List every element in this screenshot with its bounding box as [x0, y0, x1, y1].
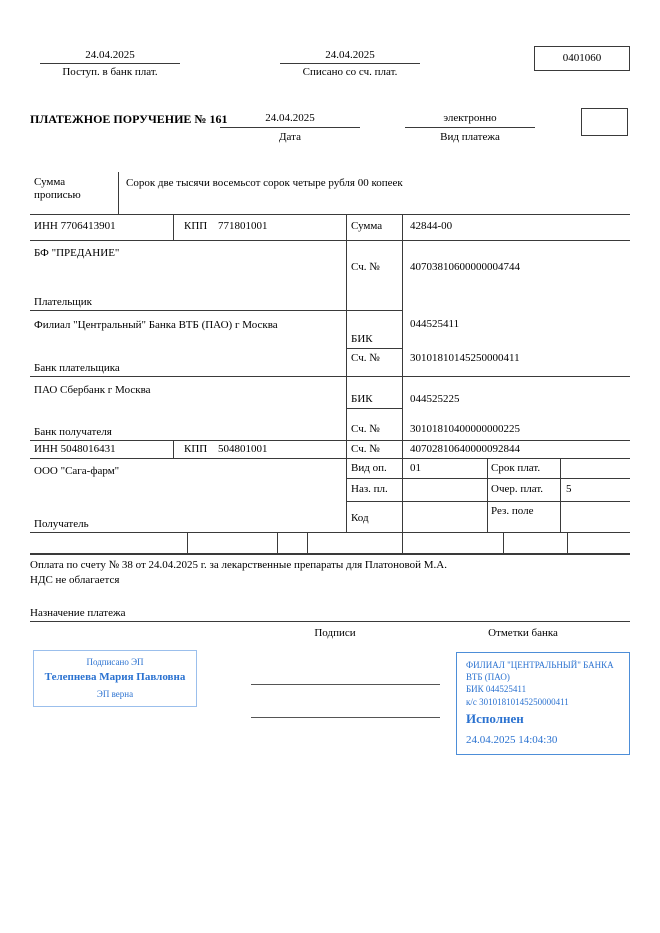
- grid-vline: [487, 458, 488, 532]
- date-label: Дата: [279, 131, 301, 143]
- beneficiary-bank-bik: 044525225: [410, 393, 460, 405]
- strip-cell-divider: [567, 532, 568, 553]
- grid-vline: [560, 458, 561, 532]
- due-date-label: Срок плат.: [491, 462, 541, 474]
- strip-cell-divider: [187, 532, 188, 553]
- purpose-code-label: Наз. пл.: [351, 483, 388, 495]
- purpose-line2: НДС не облагается: [30, 574, 120, 586]
- beneficiary-bank-account: 30101810400000000225: [410, 423, 520, 435]
- grid-hline: [30, 310, 403, 311]
- received-date-label: Поступ. в банк плат.: [62, 66, 158, 78]
- payer-bank-bik: 044525411: [410, 318, 460, 330]
- bank-stamp-line1: ФИЛИАЛ "ЦЕНТРАЛЬНЫЙ" БАНКА: [466, 660, 614, 670]
- bank-stamp-line2: ВТБ (ПАО): [466, 672, 510, 682]
- beneficiary-bank-bik-label: БИК: [351, 393, 373, 405]
- payer-bank-account: 30101810145250000411: [410, 352, 520, 364]
- bank-stamp-datetime: 24.04.2025 14:04:30: [466, 734, 558, 746]
- payer-bank-name: Филиал "Центральный" Банка ВТБ (ПАО) г Москва: [34, 319, 278, 331]
- sum-value: 42844-00: [410, 220, 453, 232]
- op-kind-label: Вид оп.: [351, 462, 387, 474]
- grid-hline: [30, 440, 630, 441]
- payer-inn: ИНН 7706413901: [34, 220, 116, 232]
- beneficiary-name: ООО "Сага-фарм": [34, 465, 120, 477]
- beneficiary-inn: ИНН 5048016431: [34, 443, 116, 455]
- debited-date-label: Списано со сч. плат.: [302, 66, 398, 78]
- bank-marks-label: Отметки банка: [488, 627, 558, 639]
- beneficiary-account: 40702810640000092844: [410, 443, 520, 455]
- payer-account-label: Сч. №: [351, 261, 380, 273]
- beneficiary-section-label: Получатель: [34, 518, 89, 530]
- payer-name: БФ "ПРЕДАНИЕ": [34, 247, 120, 259]
- grid-hline: [346, 478, 630, 479]
- document-title: ПЛАТЕЖНОЕ ПОРУЧЕНИЕ № 161: [30, 112, 228, 126]
- reserve-field-label: Рез. поле: [491, 505, 534, 517]
- payment-kind-label: Вид платежа: [440, 131, 500, 143]
- beneficiary-kpp-label: КПП: [184, 443, 208, 455]
- bank-stamp-line4: к/с 30101810145250000411: [466, 697, 569, 707]
- signatures-label: Подписи: [314, 627, 356, 639]
- grid-hline: [30, 532, 630, 533]
- signature-stamp-line3: ЭП верна: [96, 689, 134, 699]
- document-date: 24.04.2025: [265, 112, 315, 124]
- bank-stamp-status: Исполнен: [466, 711, 524, 726]
- signature-line-2: [251, 717, 440, 718]
- purpose-underline: [30, 621, 630, 622]
- purpose-line1: Оплата по счету № 38 от 24.04.2025 г. за лекарственные препараты для Платоновой М.А.: [30, 559, 447, 571]
- signature-stamp-line1: Подписано ЭП: [86, 657, 144, 667]
- payment-kind: электронно: [443, 112, 497, 124]
- grid-hline: [346, 348, 403, 349]
- grid-vline: [402, 214, 403, 532]
- payment-kind-underline: [405, 127, 535, 128]
- strip-cell-divider: [307, 532, 308, 553]
- strip-cell-divider: [402, 532, 403, 553]
- payer-section-label: Плательщик: [34, 296, 92, 308]
- priority-value: 5: [566, 483, 572, 495]
- grid-hline-bold: [30, 553, 630, 555]
- grid-hline: [30, 240, 630, 241]
- grid-vline: [118, 172, 119, 214]
- priority-label: Очер. плат.: [491, 483, 544, 495]
- payer-bank-section-label: Банк плательщика: [34, 362, 120, 374]
- status-box: [581, 108, 628, 136]
- amount-words-label: Сумма прописью: [34, 176, 81, 201]
- payer-bank-account-label: Сч. №: [351, 352, 380, 364]
- grid-vline: [173, 440, 174, 458]
- amount-words-value: Сорок две тысячи восемьсот сорок четыре рубля 00 копеек: [126, 177, 403, 189]
- payer-bank-bik-label: БИК: [351, 333, 373, 345]
- form-code-box: [534, 46, 630, 71]
- payer-account: 40703810600000004744: [410, 261, 520, 273]
- beneficiary-account-label: Сч. №: [351, 443, 380, 455]
- grid-hline: [346, 501, 630, 502]
- date-underline: [220, 127, 360, 128]
- grid-vline: [173, 214, 174, 240]
- bank-stamp-line3: БИК 044525411: [466, 684, 527, 694]
- grid-hline: [346, 408, 403, 409]
- strip-cell-divider: [503, 532, 504, 553]
- code-label: Код: [351, 512, 369, 524]
- signature-stamp: [33, 650, 197, 707]
- debited-date: 24.04.2025: [325, 49, 375, 61]
- received-date-underline: [40, 63, 180, 64]
- payer-kpp-label: КПП: [184, 220, 208, 232]
- debited-date-underline: [280, 63, 420, 64]
- received-date: 24.04.2025: [85, 49, 135, 61]
- beneficiary-bank-account-label: Сч. №: [351, 423, 380, 435]
- beneficiary-bank-section-label: Банк получателя: [34, 426, 112, 438]
- bank-stamp: [456, 652, 630, 755]
- grid-vline: [346, 214, 347, 532]
- signature-line-1: [251, 684, 440, 685]
- beneficiary-kpp: 504801001: [218, 443, 268, 455]
- payer-kpp: 771801001: [218, 220, 268, 232]
- beneficiary-bank-name: ПАО Сбербанк г Москва: [34, 384, 151, 396]
- op-kind-value: 01: [410, 462, 421, 474]
- sum-label: Сумма: [351, 220, 383, 232]
- strip-cell-divider: [277, 532, 278, 553]
- signature-stamp-name: Телепнева Мария Павловна: [44, 671, 186, 683]
- grid-hline: [30, 214, 630, 215]
- purpose-section-label: Назначение платежа: [30, 607, 126, 619]
- form-code: 0401060: [562, 52, 602, 64]
- grid-hline: [30, 458, 630, 459]
- grid-hline: [30, 376, 630, 377]
